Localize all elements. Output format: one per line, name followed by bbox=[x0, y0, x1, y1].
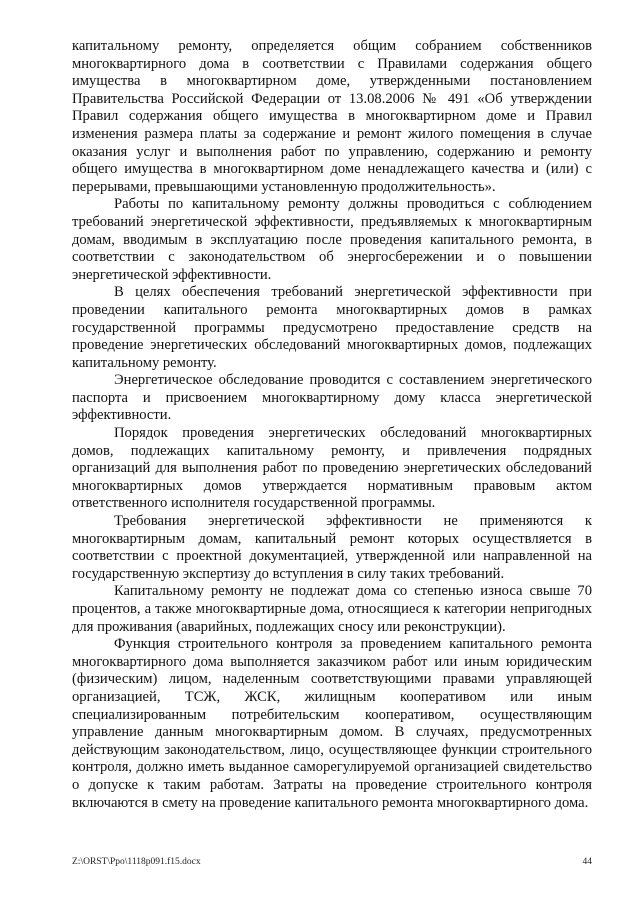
paragraph-5: Порядок проведения энергетических обследований многоквартирных домов, подлежащих капитальному ремонту, и привлечения подрядных организаций для выполнения работ по проведению энергетических обследований многоквартирных домов утверждается нормативным правовым актом ответственного исполнителя государственной программы. bbox=[72, 425, 592, 512]
document-body bbox=[72, 38, 592, 812]
paragraph-6: Требования энергетической эффективности не применяются к многоквартирным домам, капитальный ремонт которых осуществляется в соответствии с проектной документацией, утвержденной или направленной на государственную экспертизу до вступления в силу таких требований. bbox=[72, 513, 592, 582]
paragraph-1: капитальному ремонту, определяется общим собранием собственников многоквартирного дома в соответствии с Правилами содержания общего имущества в многоквартирном доме, утвержденными постановлением Правительства Российской Федерации от 13.08.2006 № 491 «Об утверждении Правил содержания общего имущества в многоквартирном доме и Правил изменения размера платы за содержание и ремонт жилого помещения в случае оказания услуг и выполнения работ по управлению, содержанию и ремонту общего имущества в многоквартирном доме ненадлежащего качества и (или) с перерывами, превышающими установленную продолжительность». bbox=[72, 38, 592, 195]
paragraph-3: В целях обеспечения требований энергетической эффективности при проведении капитального ремонта многоквартирных домов в рамках государственной программы предусмотрено предоставление средств на проведение энергетических обследований многоквартирных домов, подлежащих капитальному ремонту. bbox=[72, 284, 592, 371]
page-footer bbox=[72, 857, 592, 867]
page-number: 44 bbox=[582, 857, 592, 867]
paragraph-8: Функция строительного контроля за проведением капитального ремонта многоквартирного дома выполняется заказчиком работ или иным юридическим (физическим) лицом, наделенным соответствующими правами управляющей организацией, ТСЖ, ЖСК, жилищным кооперативом или иным специализированным потребительским кооперативом, осуществляющим управление данным многоквартирным домом. В случаях, предусмотренных действующим законодательством, лицо, осуществляющее функции строительного контроля, должно иметь выданное саморегулируемой организацией свидетельство о допуске к таким работам. Затраты на проведение строительного контроля включаются в смету на проведение капитального ремонта многоквартирного дома. bbox=[72, 636, 592, 811]
footer-file-path: Z:\ORST\Ppo\1118p091.f15.docx bbox=[72, 857, 201, 867]
paragraph-7: Капитальному ремонту не подлежат дома со степенью износа свыше 70 процентов, а также многоквартирные дома, относящиеся к категории непригодных для проживания (аварийных, подлежащих сносу или реконструкции). bbox=[72, 583, 592, 635]
paragraph-2: Работы по капитальному ремонту должны проводиться с соблюдением требований энергетической эффективности, предъявляемых к многоквартирным домам, вводимым в эксплуатацию после проведения капитального ремонта, в соответствии с законодательством об энергосбережении и о повышении энергетической эффективности. bbox=[72, 196, 592, 283]
paragraph-4: Энергетическое обследование проводится с составлением энергетического паспорта и присвоением многоквартирному дому класса энергетической эффективности. bbox=[72, 372, 592, 424]
